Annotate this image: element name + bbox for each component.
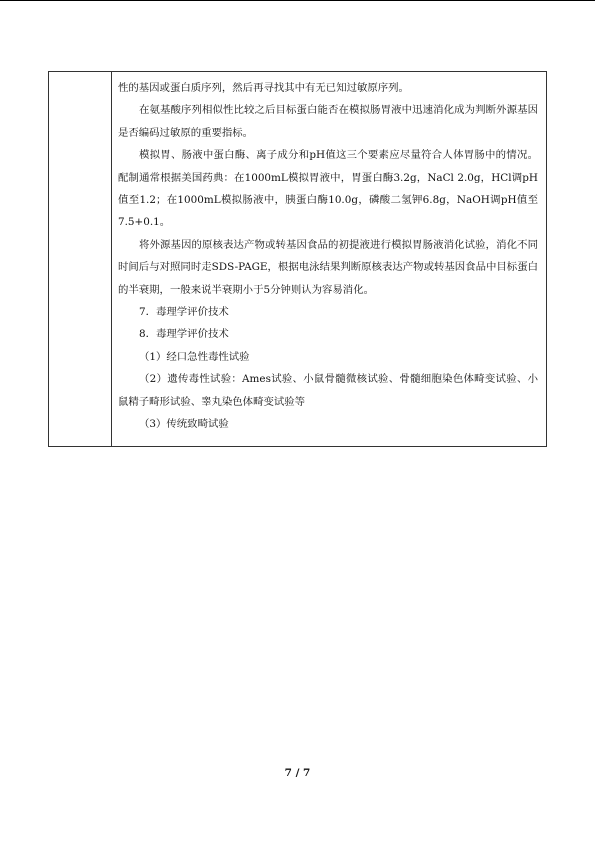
paragraph-sequence-search: 性的基因或蛋白质序列，然后再寻找其中有无已知过敏原序列。 [118,82,409,94]
page-number: 7 / 7 [284,767,311,779]
item-genetic-toxicity: （2）遗传毒性试验：Ames试验、小鼠骨髓微核试验、骨髓细胞染色体畸变试验、小鼠精子畸形试验、睾丸染色体畸变试验等 [118,373,538,408]
header-rule [0,0,595,1]
table-content-cell [112,72,546,446]
item-acute-toxicity: （1）经口急性毒性试验 [139,350,250,363]
heading-toxicology-8: 8．毒理学评价技术 [139,328,229,341]
content-table [48,71,547,447]
paragraph-digestion-test: 将外源基因的原核表达产物或转基因食品的初提液进行模拟胃肠液消化试验，消化不同时间后与对照同时走SDS-PAGE，根据电泳结果判断原核表达产物或转基因食品中目标蛋白的半衰期，一般来说半衰期小于5分钟则认为容易消化。 [118,238,538,296]
paragraph-digestion-indicator: 在氨基酸序列相似性比较之后目标蛋白能否在模拟肠胃液中迅速消化成为判断外源基因是否编码过敏原的重要指标。 [118,104,538,139]
paragraph-simulated-fluids: 模拟胃、肠液中蛋白酶、离子成分和pH值这三个要素应尽量符合人体胃肠中的情况。配制通常根据美国药典：在1000mL模拟胃液中，胃蛋白酶3.2g，NaCl 2.0g，HCl调pH值至1.2；在1000mL模拟肠液中，胰蛋白酶10.0g，磷酸二氢钾6.8g，NaOH调pH值至7.5+0.1。 [118,149,538,229]
heading-toxicology-7: 7．毒理学评价技术 [139,306,229,319]
table-label-column [49,72,112,446]
item-teratogenicity: （3）传统致畸试验 [139,418,229,431]
